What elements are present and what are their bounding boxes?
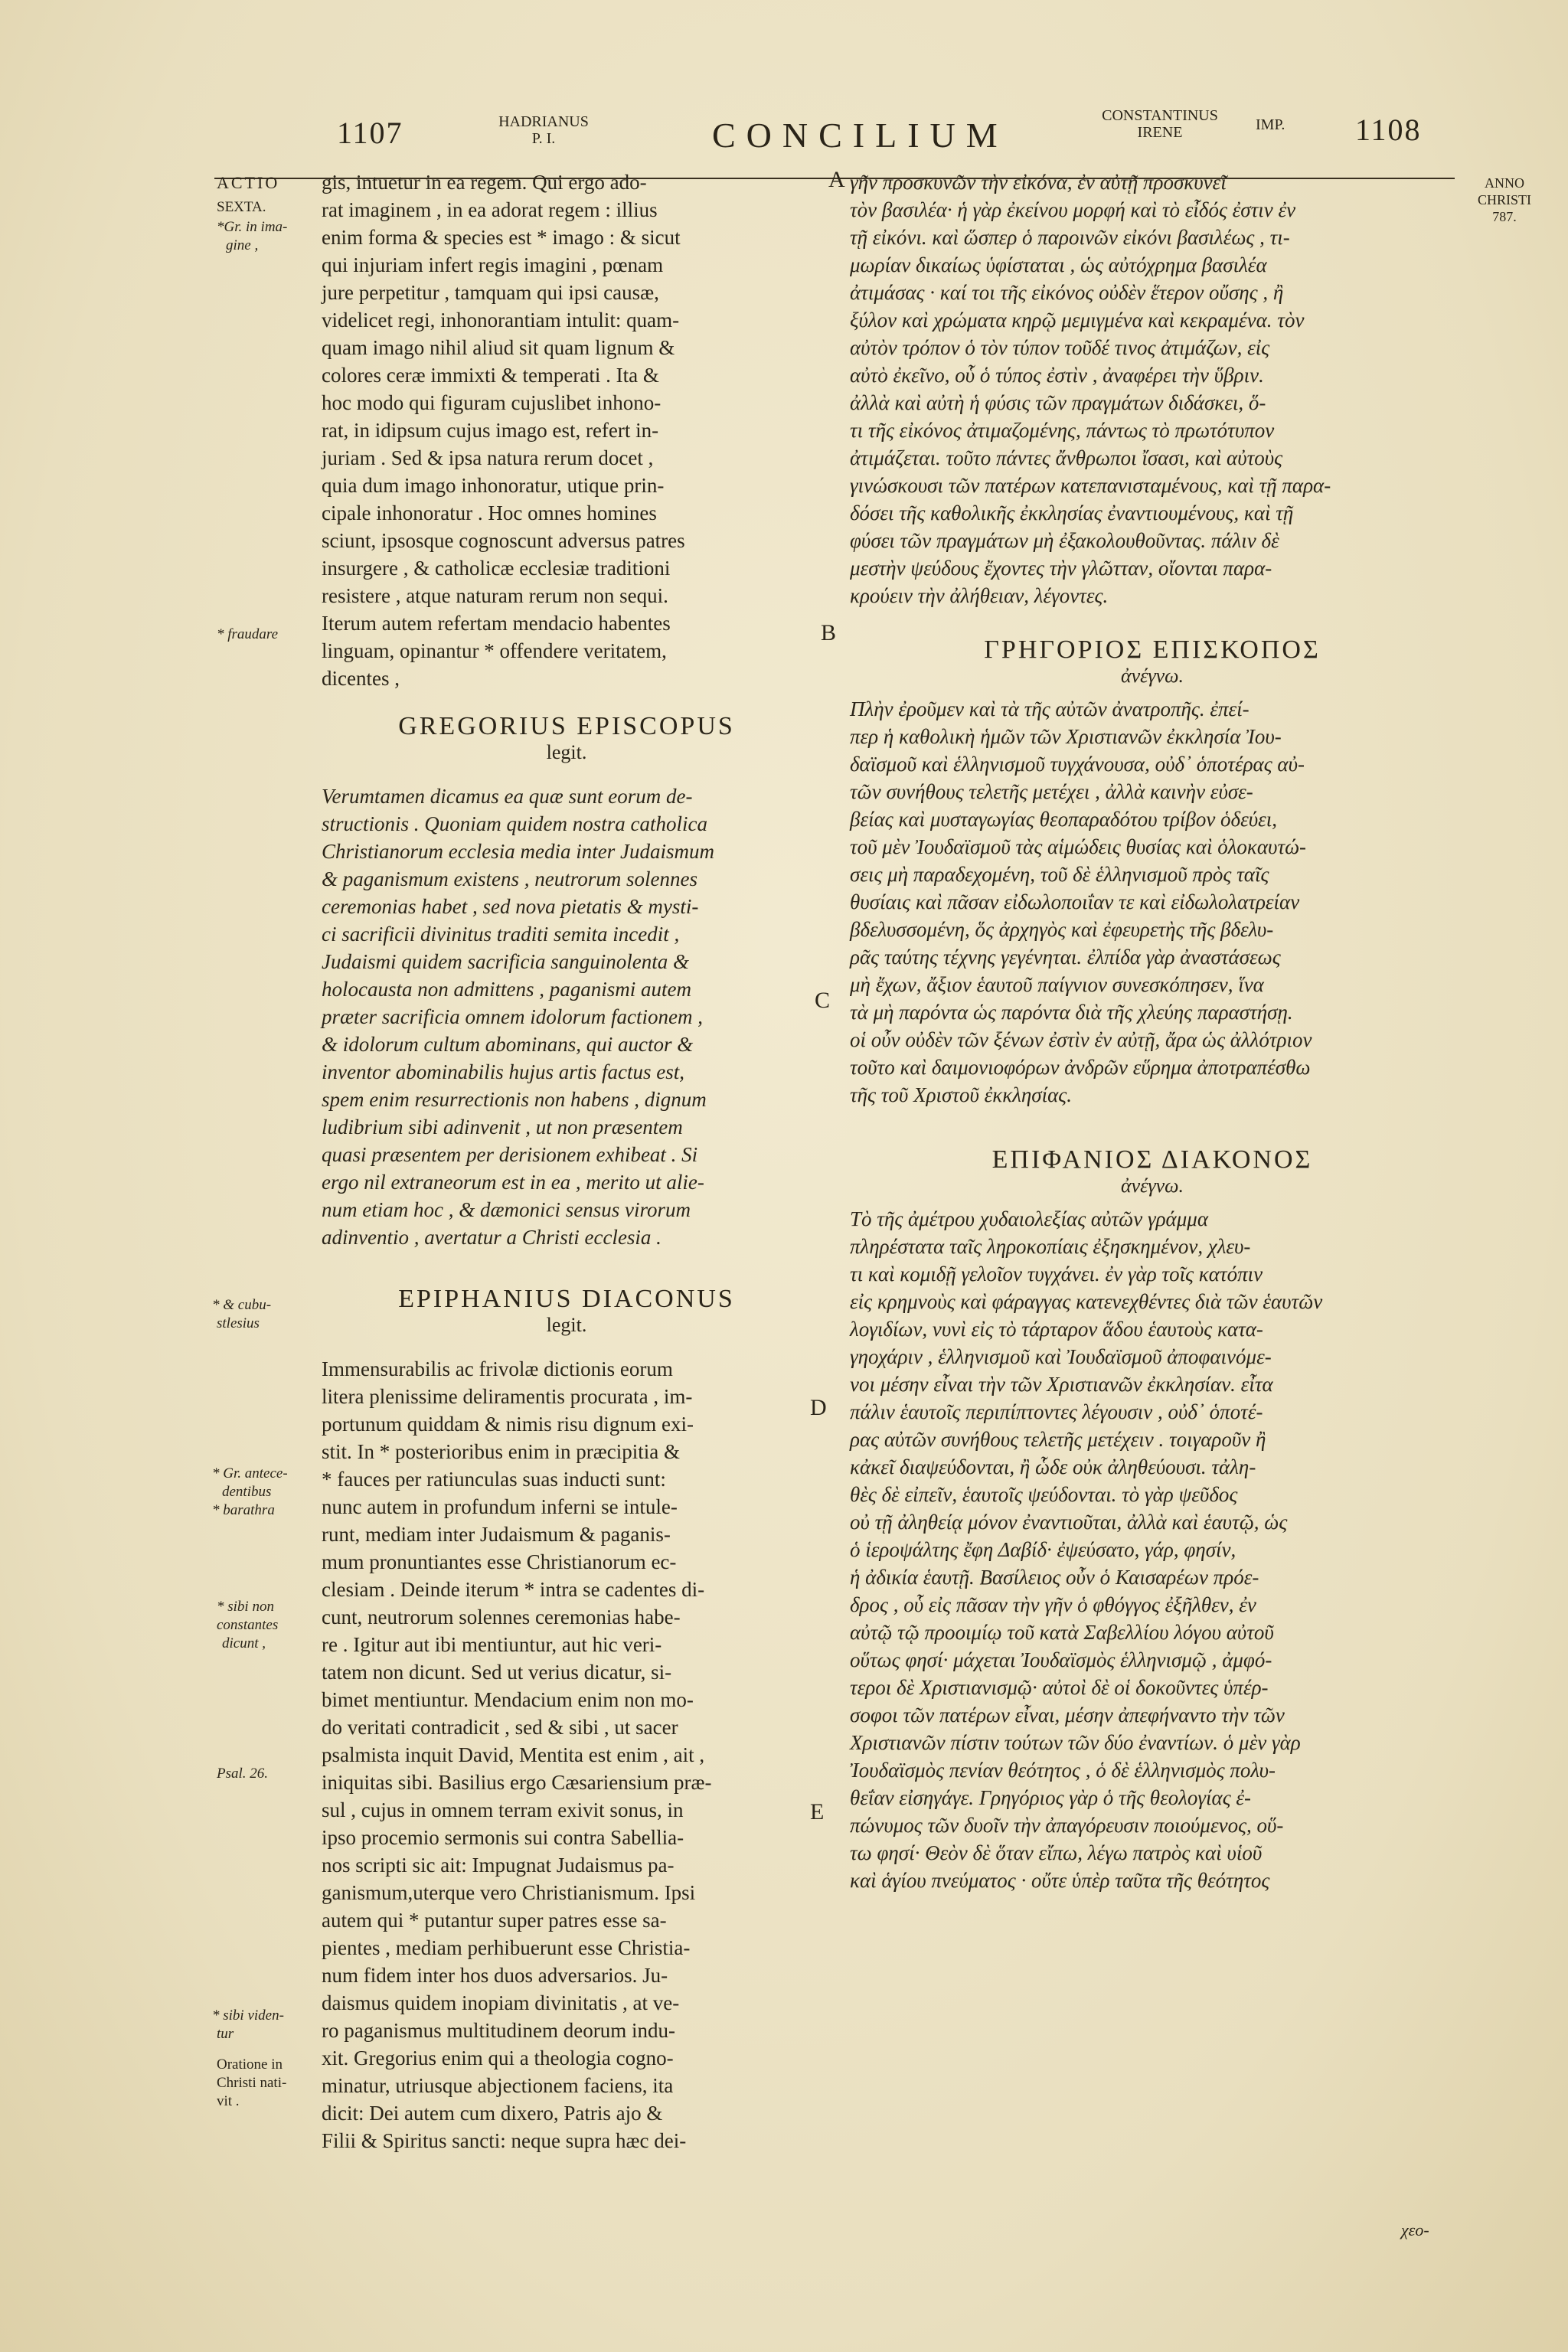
text-line: τῶν συνήθους τελετῆς μετέχει , ἀλλὰ καινὴν εὐσε-: [850, 780, 1253, 803]
text-line: Iterum autem refertam mendacio habentes: [322, 612, 671, 635]
latin-heading-gregorius: GREGORIUS EPISCOPUS: [398, 712, 735, 740]
text-line: θεΐαν εἰσηγάγε. Γρηγόριος γὰρ ὁ τῆς θεολογίας ἐ-: [850, 1786, 1252, 1809]
text-line: daismus quidem inopiam divinitatis , at ve-: [322, 1991, 680, 2014]
text-line: μὴ ἔχων, ἄξιον ἑαυτοῦ παίγνιον συνεσκόπησεν, ἵνα: [850, 973, 1264, 996]
text-line: τῆς τοῦ Χριστοῦ ἐκκλησίας.: [850, 1083, 1072, 1106]
header-left-small: [490, 113, 597, 147]
text-line: autem qui * putantur super patres esse sa-: [322, 1909, 667, 1932]
margin-note: dicunt ,: [222, 1635, 266, 1651]
text-line: structionis . Quoniam quidem nostra catholica: [322, 812, 707, 835]
greek-heading-epiphanios: ΕΠΙΦΑΝΙΟΣ ΔΙΑΚΟΝΟΣ: [991, 1145, 1313, 1174]
text-line: mum pronuntiantes esse Christianorum ec-: [322, 1550, 677, 1573]
margin-letter-d: D: [810, 1395, 827, 1420]
text-line: σοφοι τῶν πατέρων εἶναι, μέσην ἀπεφήναντο τὴν τῶν: [850, 1704, 1285, 1726]
text-line: num fidem inter hos duos adversarios. Ju-: [322, 1964, 668, 1987]
text-line: pientes , mediam perhibuerunt esse Christia-: [322, 1936, 691, 1959]
text-line: iniquitas sibi. Basilius ergo Cæsariensium præ-: [322, 1771, 712, 1794]
text-line: ἡ ἀδικία ἑαυτῇ. Βασίλειος οὖν ὁ Καισαρέων πρόε-: [850, 1566, 1259, 1589]
text-line: rat imaginem , in ea adorat regem : illius: [322, 198, 658, 221]
text-line: præter sacrificia omnem idolorum factionem ,: [322, 1005, 703, 1028]
header-right-small-top: CONSTANTINUS: [1102, 107, 1218, 124]
text-line: Immensurabilis ac frivolæ dictionis eorum: [322, 1357, 673, 1380]
text-line: runt, mediam inter Judaismum & paganis-: [322, 1523, 671, 1546]
greek-subheading-2: ἀνέγνω.: [1120, 1174, 1184, 1197]
text-line: ceremonias habet , sed nova pietatis & mysti-: [322, 895, 699, 918]
margin-note: * sibi viden-: [212, 2007, 284, 2024]
text-line: τῇ εἰκόνι. καὶ ὥσπερ ὁ παροινῶν εἰκόνι βασιλέως , τι-: [850, 226, 1290, 249]
text-line: do veritati contradicit , sed & sibi , ut sacer: [322, 1716, 678, 1739]
greek-paragraph-3: [850, 1205, 1455, 1894]
text-line: ἀτιμάζεται. τοῦτο πάντες ἄνθρωποι ἴσασι, καὶ αὐτοὺς: [850, 446, 1283, 469]
margin-letter-b: B: [821, 620, 837, 645]
text-line: τὸν βασιλέα· ἡ γὰρ ἐκείνου μορφή καὶ τὸ εἶδός ἐστιν ἐν: [850, 198, 1296, 221]
text-line: Judaismi quidem sacrificia sanguinolenta &: [322, 950, 689, 973]
margin-note: Oratione in: [217, 2056, 283, 2073]
text-line: resistere , atque naturam rerum non sequi.: [322, 584, 668, 607]
text-line: ἀτιμάσας · καί τοι τῆς εἰκόνος οὐδὲν ἕτερον οὔσης , ἢ: [850, 281, 1284, 304]
text-line: sul , cujus in omnem terram exivit sonus, in: [322, 1798, 684, 1821]
text-line: Χριστιανῶν πίστιν τούτων τῶν δύο ἐναντίων. ὁ μὲν γὰρ: [850, 1731, 1301, 1754]
anno-line1: ANNO: [1485, 175, 1524, 191]
text-line: περ ἡ καθολικὴ ἡμῶν τῶν Χριστιανῶν ἐκκλησία Ἰου-: [850, 725, 1282, 748]
text-line: quia dum imago inhonoratur, utique prin-: [322, 474, 665, 497]
text-line: bimet mentiuntur. Mendacium enim non mo-: [322, 1688, 694, 1711]
text-line: sciunt, ipsosque cognoscunt adversus patres: [322, 529, 685, 552]
text-line: δρος , οὗ εἰς πᾶσαν τὴν γῆν ὁ φθόγγος ἐξῆλθεν, ἐν: [850, 1593, 1256, 1616]
latin-paragraph-3: [322, 1355, 812, 2154]
greek-paragraph-1: [850, 168, 1455, 609]
text-line: Πλὴν ἐροῦμεν καὶ τὰ τῆς αὐτῶν ἀνατροπῆς. ἐπεί-: [850, 697, 1250, 720]
text-line: qui injuriam infert regis imagini , pœnam: [322, 253, 664, 276]
anno-line2: CHRISTI: [1477, 192, 1531, 207]
text-line: βδελυσσομένη, ὅς ἀρχηγὸς καὶ ἐφευρετὴς τῆς βδελυ-: [850, 918, 1274, 941]
text-line: juriam . Sed & ipsa natura rerum docet ,: [322, 446, 654, 469]
text-line: linguam, opinantur * offendere veritatem,: [322, 639, 667, 662]
text-line: Filii & Spiritus sancti: neque supra hæc dei-: [322, 2129, 687, 2152]
text-line: enim forma & species est * imago : & sicut: [322, 226, 681, 249]
margin-letter-c: C: [815, 988, 831, 1013]
latin-subheading-legit-2: legit.: [546, 1314, 587, 1336]
greek-subheading: ἀνέγνω.: [1120, 665, 1184, 687]
page-title: CONCILIUM: [712, 116, 1008, 155]
text-line: αὐτὸν τρόπον ὁ τὸν τύπον τοῦδέ τινος ἀτιμάζων, εἰς: [850, 336, 1270, 359]
text-line: * fauces per ratiunculas suas inducti sunt:: [322, 1468, 666, 1491]
text-line: ganismum,uterque vero Christianismum. Ipsi: [322, 1881, 696, 1904]
text-line: ρας αὐτῶν συνήθους τελετῆς μετέχειν . τοιγαροῦν ἢ: [850, 1428, 1266, 1451]
text-line: βείας καὶ μυσταγωγίας θεοπαραδότου τρίβον ὁδεύει,: [850, 808, 1278, 831]
margin-letter-e: E: [810, 1799, 825, 1824]
text-line: μεστὴν ψεύδους ἔχοντες τὴν γλῶτταν, οἴονται παρα-: [850, 557, 1272, 580]
text-line: ro paganismus multitudinem deorum indu-: [322, 2019, 675, 2042]
latin-subheading-legit: legit.: [546, 741, 587, 763]
text-line: πώνυμος τῶν δυοῖν τὴν ἀπαγόρευσιν ποιούμενος, οὕ-: [850, 1814, 1284, 1837]
greek-heading-gregorios: ΓΡΗΓΟΡΙΟΣ ΕΠΙΣΚΟΠΟΣ: [984, 635, 1321, 664]
text-line: ci sacrificii divinitus traditi semita incedit ,: [322, 923, 680, 946]
text-line: gis, intuetur in ea regem. Qui ergo ado-: [322, 171, 647, 194]
text-line: Ἰουδαϊσμὸς πενίαν θεότητος , ὁ δὲ ἑλληνισμὸς πολυ-: [850, 1759, 1276, 1782]
margin-note: dentibus: [222, 1484, 272, 1500]
text-line: τι καὶ κομιδῇ γελοῖον τυγχάνει. ἐν γὰρ τοῖς κατόπιν: [850, 1263, 1263, 1285]
text-line: Τὸ τῆς ἀμέτρου χυδαιολεξίας αὐτῶν γράμμα: [850, 1207, 1209, 1230]
text-line: hoc modo qui figuram cujuslibet inhono-: [322, 391, 662, 414]
header-left-small-top: HADRIANUS: [498, 113, 589, 130]
text-line: ρᾶς ταύτης τέχνης γεγένηται. ἐλπίδα γὰρ ἀναστάσεως: [850, 946, 1281, 969]
text-line: κἀκεῖ διαψεύδονται, ἢ ὧδε οὐκ ἀληθεύουσι. τἀλη-: [850, 1455, 1256, 1478]
text-line: κρούειν τὴν ἀλήθειαν, λέγοντες.: [850, 584, 1109, 607]
text-line: δαϊσμοῦ καὶ ἑλληνισμοῦ τυγχάνουσα, οὐδ᾽ ὁποτέρας αὐ-: [850, 753, 1305, 776]
text-line: ludibrium sibi adinvenit , ut non præsentem: [322, 1116, 683, 1138]
anno-christi: [1462, 175, 1547, 225]
margin-note: * Gr. antece-: [212, 1465, 288, 1481]
text-line: ἀλλὰ καὶ αὐτὴ ἡ φύσις τῶν πραγμάτων διδάσκει, ὅ-: [850, 391, 1266, 414]
margin-letter-a: A: [828, 167, 845, 192]
text-line: insurgere , & catholicæ ecclesiæ traditioni: [322, 557, 671, 580]
margin-note: * barathra: [212, 1502, 275, 1518]
text-line: num etiam hoc , & dæmonici sensus virorum: [322, 1198, 691, 1221]
text-line: νοι μέσην εἶναι τὴν τῶν Χριστιανῶν ἐκκλησίαν. εἶτα: [850, 1373, 1273, 1396]
margin-note: constantes: [217, 1617, 279, 1633]
text-line: inventor abominabilis hujus artis factus est,: [322, 1060, 685, 1083]
text-line: τω φησί· Θεὸν δὲ ὅταν εἴπω, λέγω πατρὸς καὶ υἱοῦ: [850, 1841, 1263, 1864]
catchword: χεο-: [1401, 2220, 1429, 2239]
text-line: αὐτῷ τῷ προοιμίῳ τοῦ κατὰ Σαβελλίου λόγου αὐτοῦ: [850, 1621, 1274, 1644]
text-line: οὕτως φησί· μάχεται Ἰουδαϊσμὸς ἑλληνισμῷ , ἀμφό-: [850, 1648, 1272, 1671]
text-line: quasi præsentem per derisionem exhibeat . Si: [322, 1143, 698, 1166]
text-line: cunt, neutrorum solennes ceremonias habe-: [322, 1606, 681, 1628]
text-line: αὐτὸ ἐκεῖνο, οὗ ὁ τύπος ἐστὶν , ἀναφέρει τὴν ὕβριν.: [850, 364, 1264, 387]
text-line: dicentes ,: [322, 667, 400, 690]
text-line: τοῦ μὲν Ἰουδαϊσμοῦ τὰς αἱμώδεις θυσίας καὶ ὁλοκαυτώ-: [850, 835, 1306, 858]
margin-note: SEXTA.: [217, 199, 266, 215]
text-line: πάλιν ἑαυτοῖς περιπίπτοντες λέγουσιν , οὐδ᾽ ὁποτέ-: [850, 1400, 1263, 1423]
text-line: minatur, utriusque abjectionem faciens, ita: [322, 2074, 674, 2097]
text-line: rat, in idipsum cujus imago est, refert in-: [322, 419, 659, 442]
text-line: ξύλον καὶ χρώματα κηρῷ μεμιγμένα καὶ κεκραμένα. τὸν: [850, 309, 1305, 332]
text-line: φύσει τῶν πραγμάτων μὴ ἐξακολουθοῦντας. πάλιν δὲ: [850, 529, 1279, 552]
header-right-small: [1072, 107, 1248, 141]
margin-note: vit .: [217, 2093, 240, 2109]
text-line: holocausta non admittens , paganismi autem: [322, 978, 691, 1001]
text-line: τι τῆς εἰκόνος ἀτιμαζομένης, πάντως τὸ πρωτότυπον: [850, 419, 1275, 442]
text-line: psalmista inquit David, Mentita est enim , ait ,: [322, 1743, 705, 1766]
text-line: πληρέστατα ταῖς ληροκοπίαις ἐξησκημένον, χλευ-: [850, 1235, 1251, 1258]
text-line: portunum quiddam & nimis risu dignum exi-: [322, 1413, 694, 1436]
text-line: cipale inhonoratur . Hoc omnes homines: [322, 501, 657, 524]
text-line: ὁ ἱεροψάλτης ἔφη Δαβίδ· ἐψεύσατο, γάρ, φησίν,: [850, 1538, 1236, 1561]
margin-note: * fraudare: [217, 626, 279, 642]
text-line: σεις μὴ παραδεχομένη, τοῦ δὲ ἑλληνισμοῦ πρὸς ταῖς: [850, 863, 1269, 886]
text-line: spem enim resurrectionis non habens , dignum: [322, 1088, 707, 1111]
text-line: γινώσκουσι τῶν πατέρων κατεπανισταμένους, καὶ τῇ παρα-: [850, 474, 1331, 497]
text-line: ergo nil extraneorum est in ea , merito ut alie-: [322, 1171, 704, 1194]
header-right-small-bottom: IRENE: [1137, 124, 1183, 141]
header-left-small-bottom: P. I.: [531, 130, 556, 147]
text-line: colores ceræ immixti & temperati . Ita &: [322, 364, 659, 387]
text-line: & idolorum cultum abominans, qui auctor &: [322, 1033, 694, 1056]
text-line: οἱ οὖν οὐδὲν τῶν ξένων ἐστὶν ἐν αὐτῇ, ἄρα ὡς ἀλλότριον: [850, 1028, 1312, 1051]
greek-paragraph-2: [850, 695, 1455, 1109]
left-page-number: 1107: [337, 116, 403, 150]
text-line: quam imago nihil aliud sit quam lignum &: [322, 336, 675, 359]
text-line: videlicet regi, inhonorantiam intulit: quam-: [322, 309, 680, 332]
text-line: litera plenissime deliramentis procurata , im-: [322, 1385, 693, 1408]
text-line: re . Igitur aut ibi mentiuntur, aut hic veri-: [322, 1633, 662, 1656]
latin-heading-epiphanius: EPIPHANIUS DIACONUS: [398, 1285, 735, 1313]
right-page-number: 1108: [1355, 113, 1422, 147]
text-line: adinventio , avertatur a Christi ecclesia .: [322, 1226, 662, 1249]
text-line: γηοχάριν , ἑλληνισμοῦ καὶ Ἰουδαϊσμοῦ ἀποφαινόμε-: [850, 1345, 1272, 1368]
header-right-mark: IMP.: [1256, 116, 1285, 133]
text-line: Verumtamen dicamus ea quæ sunt eorum de-: [322, 785, 693, 808]
text-line: μωρίαν δικαίως ὑφίσταται , ὡς αὐτόχρημα βασιλέα: [850, 253, 1267, 276]
margin-note: gine ,: [226, 237, 259, 253]
text-line: Christianorum ecclesia media inter Judaismum: [322, 840, 714, 863]
text-line: jure perpetitur , tamquam qui ipsi causæ,: [322, 281, 659, 304]
text-line: xit. Gregorius enim qui a theologia cogno-: [322, 2047, 674, 2069]
latin-column: [322, 168, 812, 2154]
text-line: dicit: Dei autem cum dixero, Patris ajo &: [322, 2102, 663, 2125]
margin-note: Christi nati-: [217, 2075, 287, 2091]
margin-note: ACTIO: [217, 173, 280, 192]
text-line: οὐ τῇ ἀληθείᾳ μόνον ἐναντιοῦται, ἀλλὰ καὶ ἑαυτῷ, ὡς: [850, 1511, 1288, 1534]
text-line: τεροι δὲ Χριστιανισμῷ· αὐτοὶ δὲ οἱ δοκοῦντες ὑπέρ-: [850, 1676, 1269, 1699]
text-line: tatem non dicunt. Sed ut verius dicatur, si-: [322, 1661, 672, 1684]
text-line: & paganismum existens , neutrorum solennes: [322, 867, 697, 890]
greek-column: [850, 168, 1455, 1894]
text-line: δόσει τῆς καθολικῆς ἐκκλησίας ἐναντιουμένους, καὶ τῇ: [850, 501, 1294, 524]
text-line: γῆν προσκυνῶν τὴν εἰκόνα, ἐν αὐτῇ προσκυνεῖ: [850, 171, 1227, 194]
margin-note: tur: [217, 2026, 234, 2042]
margin-note: *Gr. in ima-: [217, 219, 288, 235]
text-line: ipso procemio sermonis sui contra Sabellia-: [322, 1826, 684, 1849]
text-line: καὶ ἁγίου πνεύματος · οὔτε ὑπὲρ ταῦτα τῆς θεότητος: [850, 1869, 1270, 1892]
text-line: clesiam . Deinde iterum * intra se cadentes di-: [322, 1578, 705, 1601]
anno-line3: 787.: [1492, 209, 1517, 224]
margin-note: * sibi non: [217, 1599, 274, 1615]
latin-paragraph-1: [322, 168, 812, 692]
margin-note: stlesius: [217, 1315, 260, 1331]
text-line: τὰ μὴ παρόντα ὡς παρόντα διὰ τῆς χλεύης παραστήσῃ.: [850, 1001, 1293, 1024]
text-line: τοῦτο καὶ δαιμονιοφόρων ἀνδρῶν εὕρημα ἀποτραπέσθω: [850, 1056, 1311, 1079]
text-line: λογιδίων, νυνὶ εἰς τὸ τάρταρον ἅδου ἑαυτοὺς κατα-: [850, 1318, 1263, 1341]
latin-paragraph-2: [322, 782, 812, 1251]
text-line: εἰς κρημνοὺς καὶ φάραγγας κατενεχθέντες διὰ τῶν ἑαυτῶν: [850, 1290, 1323, 1313]
text-line: nunc autem in profundum inferni se intule-: [322, 1495, 678, 1518]
text-line: stit. In * posterioribus enim in præcipitia &: [322, 1440, 680, 1463]
margin-note: * & cubu-: [212, 1297, 272, 1313]
text-line: θυσίαις καὶ πᾶσαν εἰδωλοποιΐαν τε καὶ εἰδωλολατρείαν: [850, 890, 1300, 913]
text-line: θὲς δὲ εἰπεῖν, ἑαυτοῖς ψεύδονται. τὸ γὰρ ψεῦδος: [850, 1483, 1238, 1506]
margin-note: Psal. 26.: [217, 1766, 269, 1782]
text-line: nos scripti sic ait: Impugnat Judaismus pa-: [322, 1854, 675, 1877]
